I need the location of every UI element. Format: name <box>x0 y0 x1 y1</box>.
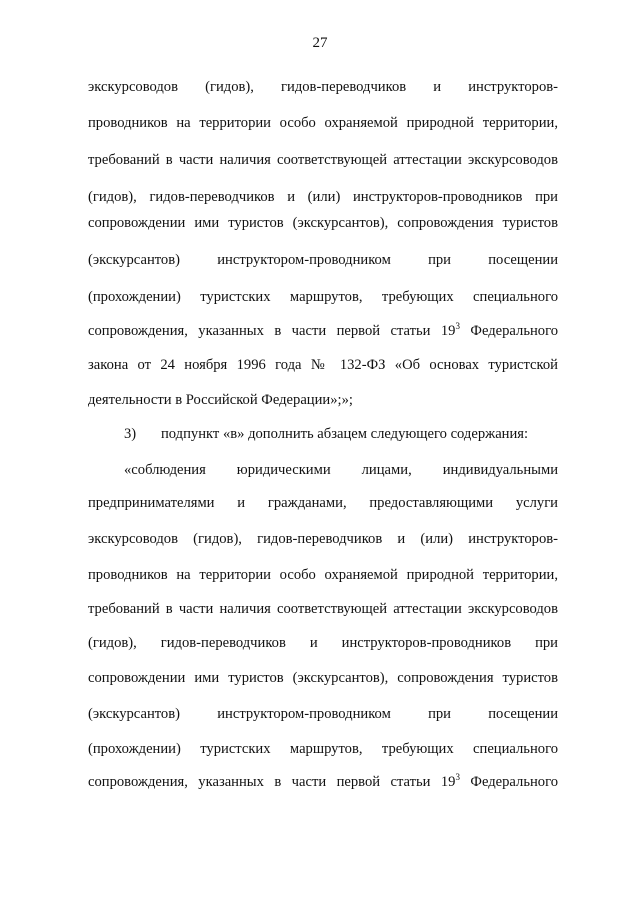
paragraph-last-line: деятельности в Российской Федерации»;»; <box>88 392 353 408</box>
line-text: Федерального <box>459 774 558 790</box>
paragraph-line: сопровождении ими туристов (экскурсантов), сопровождения туристов <box>88 670 558 686</box>
line-text: сопровождения, указанных в части первой статьи 19 <box>88 323 456 339</box>
paragraph-line: (гидов), гидов-переводчиков и инструкторов-проводников при <box>88 635 558 651</box>
paragraph-line: экскурсоводов (гидов), гидов-переводчиков и (или) инструкторов- <box>88 531 558 547</box>
paragraph-line: (экскурсантов) инструктором-проводником при посещении <box>88 252 558 268</box>
paragraph-line: закона от 24 ноября 1996 года № 132-ФЗ «Об основах туристской <box>88 357 558 373</box>
paragraph-line: предпринимателями и гражданами, предоставляющими услуги <box>88 495 558 511</box>
paragraph-line-with-superscript <box>88 322 558 340</box>
list-item-number: 3) <box>124 426 137 442</box>
list-item-text: подпункт «в» дополнить абзацем следующего содержания: <box>161 426 529 442</box>
paragraph-line: (экскурсантов) инструктором-проводником при посещении <box>88 706 558 722</box>
paragraph-line-with-superscript <box>88 773 558 791</box>
paragraph-line: проводников на территории особо охраняемой природной территории, <box>88 567 558 583</box>
paragraph-line: (прохождении) туристских маршрутов, требующих специального <box>88 741 558 757</box>
superscript: 3 <box>455 772 460 782</box>
paragraph-line: проводников на территории особо охраняемой природной территории, <box>88 115 558 131</box>
paragraph-line: (прохождении) туристских маршрутов, требующих специального <box>88 289 558 305</box>
paragraph-first-line: «соблюдения юридическими лицами, индивидуальными <box>124 462 558 478</box>
superscript: 3 <box>455 321 460 331</box>
list-item-3 <box>124 425 558 443</box>
paragraph-line: требований в части наличия соответствующей аттестации экскурсоводов <box>88 152 558 168</box>
paragraph-line: (гидов), гидов-переводчиков и (или) инструкторов-проводников при <box>88 189 558 205</box>
line-text: Федерального <box>459 323 558 339</box>
page-number: 27 <box>312 35 328 51</box>
line-text: сопровождения, указанных в части первой статьи 19 <box>88 774 456 790</box>
paragraph-line: требований в части наличия соответствующей аттестации экскурсоводов <box>88 601 558 617</box>
paragraph-line: сопровождении ими туристов (экскурсантов), сопровождения туристов <box>88 215 558 231</box>
paragraph-line: экскурсоводов (гидов), гидов-переводчиков и инструкторов- <box>88 79 558 95</box>
